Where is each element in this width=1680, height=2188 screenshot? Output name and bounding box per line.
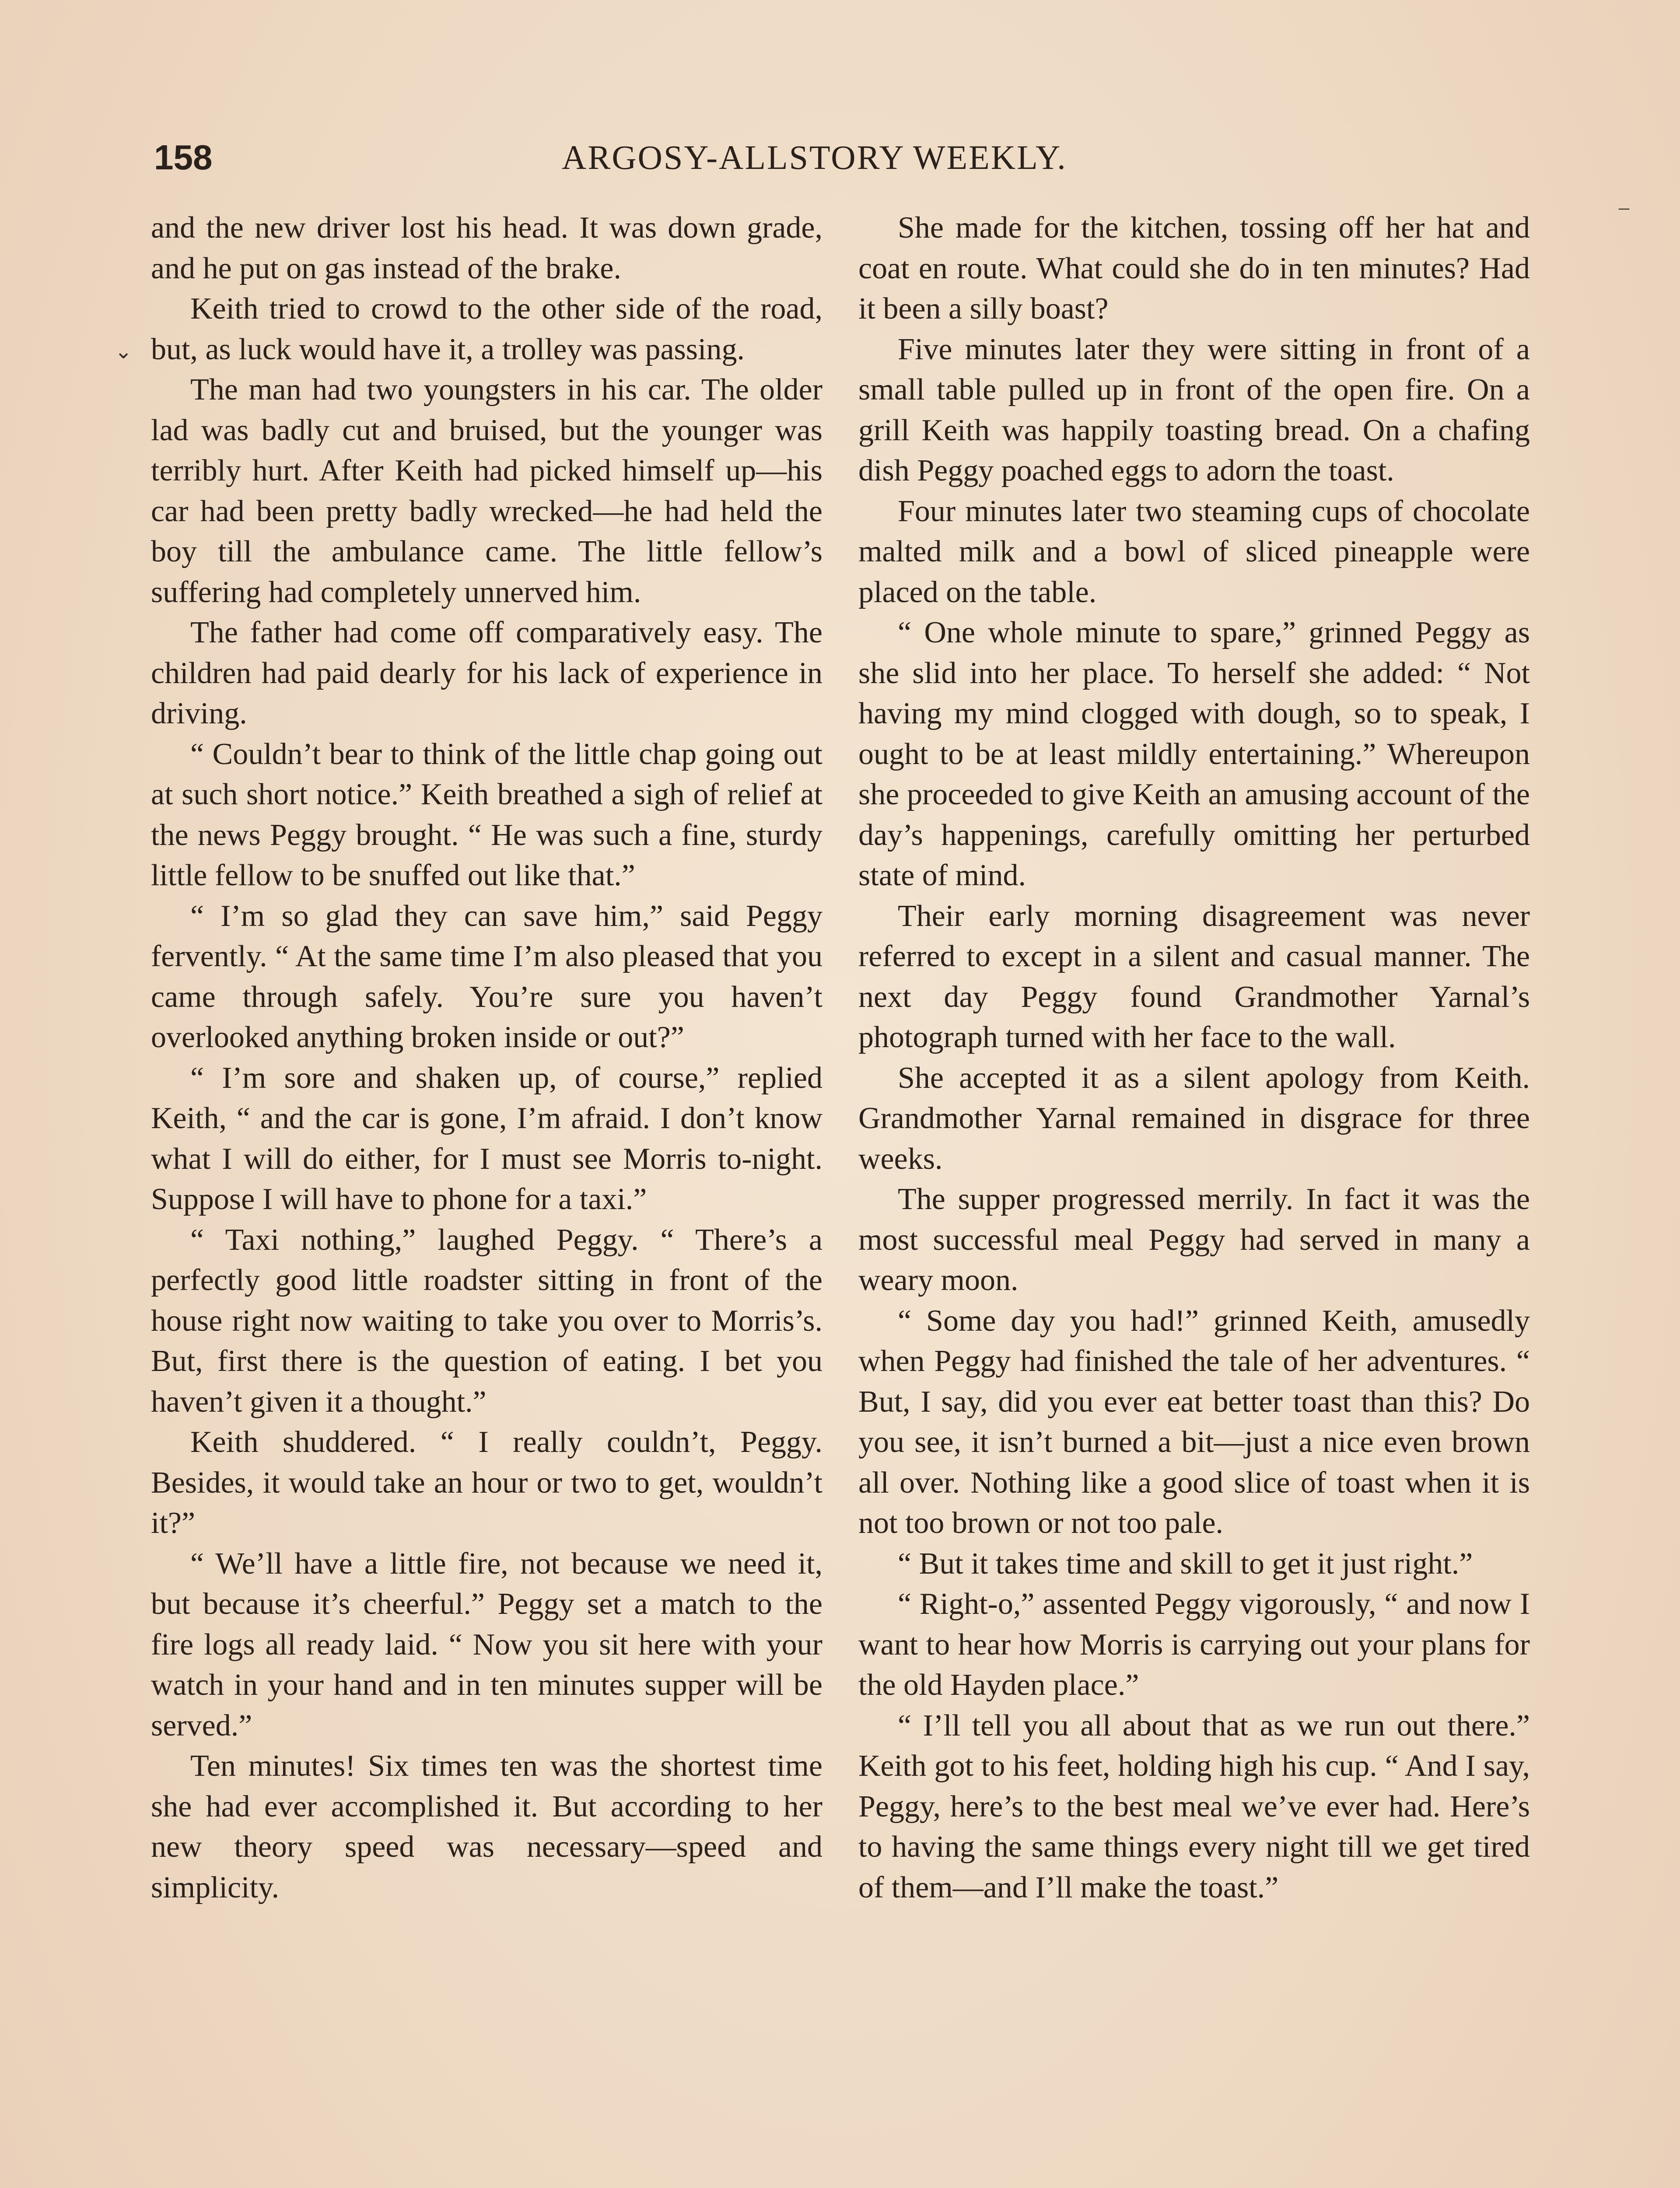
- paragraph: “ I’m sore and shaken up, of course,” replied Keith, “ and the car is gone, I’m afraid. I don’t know what I will do either, for I must see Morris to-night. Suppose I will have to phone for a taxi.”: [151, 1061, 822, 1216]
- paragraph: “ I’ll tell you all about that as we run out there.” Keith got to his feet, holding high his cup. “ And I say, Peggy, here’s to the best meal we’ve ever had. Here’s to having the same things every night till we get tired of them—and I’ll make the toast.”: [858, 1708, 1530, 1904]
- right-column: [858, 208, 1530, 1908]
- running-title: ARGOSY-ALLSTORY WEEKLY.: [562, 138, 1067, 176]
- margin-dash-mark: –: [1619, 196, 1629, 219]
- paragraph: She accepted it as a silent apology from Keith. Grandmother Yarnal remained in disgrace for three weeks.: [858, 1061, 1530, 1176]
- paragraph: The supper progressed merrily. In fact it was the most successful meal Peggy had served in many a weary moon.: [858, 1182, 1530, 1297]
- page-header: [154, 131, 1532, 184]
- paragraph: “ We’ll have a little fire, not because we need it, but because it’s cheerful.” Peggy set a match to the fire logs all ready laid. “ Now you sit here with your watch in your hand and in ten minutes supper will be served.”: [151, 1546, 822, 1743]
- pencil-tick-mark: ⌄: [115, 340, 133, 363]
- left-column: [151, 208, 822, 1908]
- paragraph: “ But it takes time and skill to get it just right.”: [898, 1546, 1473, 1581]
- paragraph: Keith shuddered. “ I really couldn’t, Peggy. Besides, it would take an hour or two to get, wouldn’t it?”: [151, 1425, 822, 1540]
- paragraph: “ Taxi nothing,” laughed Peggy. “ There’s a perfectly good little roadster sitting in front of the house right now waiting to take you over to Morris’s. But, first there is the question of eating. I bet you haven’t given it a thought.”: [151, 1223, 822, 1419]
- paragraph: “ Couldn’t bear to think of the little chap going out at such short notice.” Keith breathed a sigh of relief at the news Peggy brought. “ He was such a fine, sturdy little fellow to be snuffed out like that.”: [151, 737, 822, 892]
- paragraph: She made for the kitchen, tossing off her hat and coat en route. What could she do in ten minutes? Had it been a silly boast?: [858, 211, 1530, 326]
- paragraph: “ Right-o,” assented Peggy vigorously, “ and now I want to hear how Morris is carrying out your plans for the old Hayden place.”: [858, 1587, 1530, 1702]
- paragraph: The man had two youngsters in his car. The older lad was badly cut and bruised, but the younger was terribly hurt. After Keith had picked himself up—his car had been pretty badly wrecked—he had held the boy till the ambulance came. The little fellow’s suffering had completely unnerved him.: [151, 373, 822, 609]
- page-number: 158: [154, 138, 213, 177]
- paragraph: Their early morning disagreement was never referred to except in a silent and casual manner. The next day Peggy found Grandmother Yarnal’s photograph turned with her face to the wall.: [858, 899, 1530, 1054]
- paragraph: and the new driver lost his head. It was down grade, and he put on gas instead of the brake.: [151, 211, 822, 285]
- paragraph: “ I’m so glad they can save him,” said Peggy fervently. “ At the same time I’m also pleased that you came through safely. You’re sure you haven’t overlooked anything broken inside or out?”: [151, 899, 822, 1054]
- paragraph: Five minutes later they were sitting in front of a small table pulled up in front of the open fire. On a grill Keith was happily toasting bread. On a chafing dish Peggy poached eggs to adorn the toast.: [858, 332, 1530, 487]
- paragraph: “ One whole minute to spare,” grinned Peggy as she slid into her place. To herself she added: “ Not having my mind clogged with dough, so to speak, I ought to be at least mildly entertaining.” Whereupon she proceeded to give Keith an amusing account of the day’s happenings, carefully omitting her perturbed state of mind.: [858, 616, 1530, 892]
- paragraph: Keith tried to crowd to the other side of the road, but, as luck would have it, a trolley was passing.: [151, 292, 822, 366]
- paragraph: The father had come off comparatively easy. The children had paid dearly for his lack of experience in driving.: [151, 616, 822, 730]
- paragraph: “ Some day you had!” grinned Keith, amusedly when Peggy had finished the tale of her adventures. “ But, I say, did you ever eat better toast than this? Do you see, it isn’t burned a bit—just a nice even brown all over. Nothing like a good slice of toast when it is not too brown or not too pale.: [858, 1304, 1530, 1540]
- paragraph: Four minutes later two steaming cups of chocolate malted milk and a bowl of sliced pineapple were placed on the table.: [858, 494, 1530, 609]
- paragraph: Ten minutes! Six times ten was the shortest time she had ever accomplished it. But according to her new theory speed was necessary—speed and simplicity.: [151, 1749, 822, 1904]
